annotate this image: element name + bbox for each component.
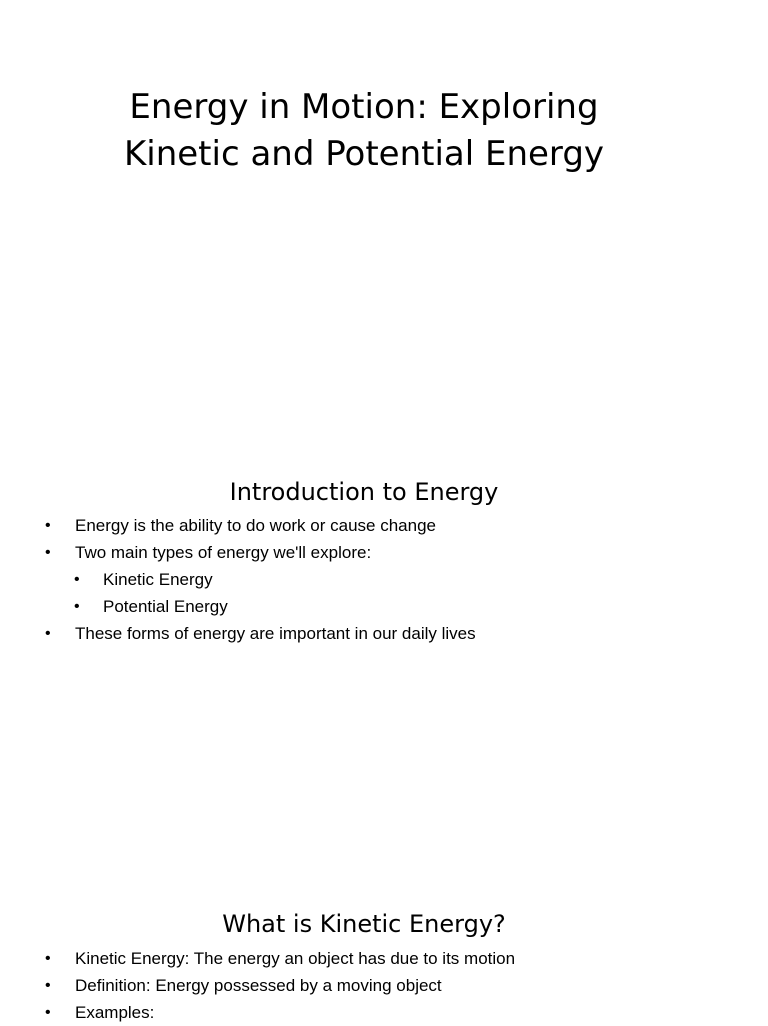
bullet-icon: • bbox=[74, 571, 80, 588]
bullet-item bbox=[0, 620, 768, 647]
bullet-icon: • bbox=[45, 625, 51, 642]
bullet-item bbox=[0, 539, 768, 566]
bullet-text: Examples: bbox=[75, 1003, 155, 1022]
bullet-text: Kinetic Energy bbox=[103, 570, 213, 589]
bullet-icon: • bbox=[45, 1004, 51, 1021]
bullet-icon: • bbox=[45, 950, 51, 967]
bullet-text: Potential Energy bbox=[103, 597, 228, 616]
intro-slide-title: Introduction to Energy bbox=[229, 478, 499, 506]
bullet-text: Two main types of energy we'll explore: bbox=[75, 543, 372, 562]
bullet-item bbox=[0, 999, 768, 1026]
sub-bullet-item bbox=[0, 566, 768, 593]
bullet-icon: • bbox=[45, 544, 51, 561]
bullet-icon: • bbox=[45, 977, 51, 994]
title-line-1: Energy in Motion: Exploring bbox=[129, 87, 599, 127]
bullet-item bbox=[0, 945, 768, 972]
bullet-text: Kinetic Energy: The energy an object has due to its motion bbox=[75, 949, 516, 968]
bullet-item bbox=[0, 972, 768, 999]
bullet-text: Energy is the ability to do work or cause change bbox=[75, 516, 436, 535]
intro-bullet-list bbox=[0, 512, 768, 647]
bullet-icon: • bbox=[45, 517, 51, 534]
bullet-item bbox=[0, 512, 768, 539]
bullet-text: These forms of energy are important in our daily lives bbox=[75, 624, 476, 643]
bullet-text: Definition: Energy possessed by a moving object bbox=[75, 976, 442, 995]
bullet-icon: • bbox=[74, 598, 80, 615]
kinetic-bullet-list bbox=[0, 945, 768, 1026]
presentation-title bbox=[0, 84, 728, 178]
title-line-2: Kinetic and Potential Energy bbox=[123, 134, 605, 174]
sub-bullet-item bbox=[0, 593, 768, 620]
kinetic-slide-title: What is Kinetic Energy? bbox=[222, 910, 506, 938]
